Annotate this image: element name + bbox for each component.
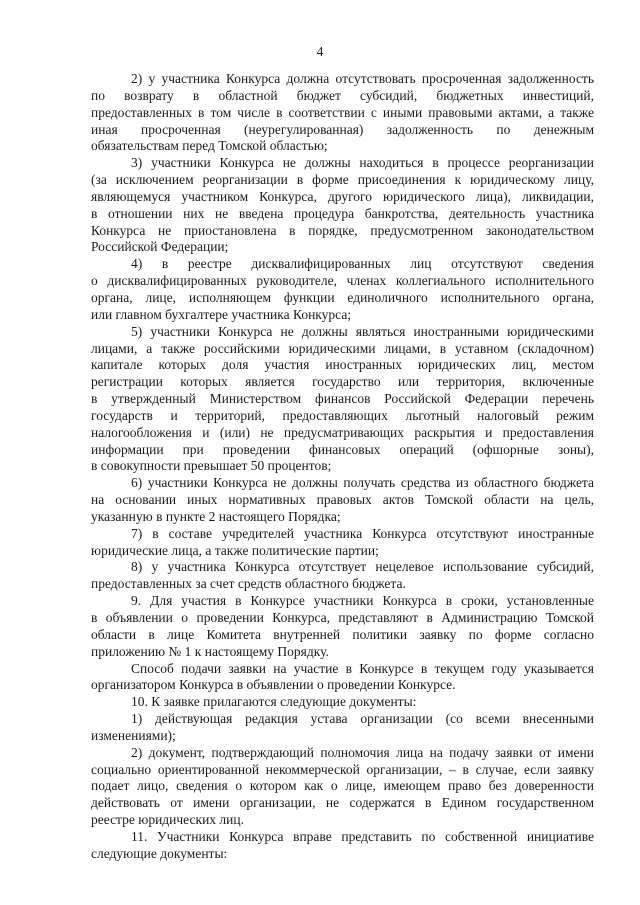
text-line: действовать от имени организации, не содержатся в Едином государственном <box>91 795 594 811</box>
text-line: 6) участники Конкурса не должны получать средства из областного бюджета <box>131 475 594 491</box>
text-line: регистрации которых является государство или территория, включенные <box>91 374 594 390</box>
text-line: или главном бухгалтере участника Конкурса; <box>91 306 352 322</box>
document-body <box>91 71 594 863</box>
text-line: 1) действующая редакция устава организации (со всеми внесенными <box>131 711 594 727</box>
text-line: капитале которых доля участия иностранных юридических лиц, местом <box>91 357 594 373</box>
paragraph-item-4 <box>91 256 594 323</box>
paragraph-item-2 <box>91 71 594 155</box>
text-line: социально ориентированной некоммерческой организации, – в случае, если заявку <box>91 761 594 777</box>
text-line: указанную в пункте 2 настоящего Порядка; <box>91 508 341 524</box>
text-line: в отношении них не введена процедура банкротства, деятельность участника <box>91 205 594 221</box>
page-number: 4 <box>316 44 324 59</box>
text-line: 2) документ, подтверждающий полномочия лица на подачу заявки от имени <box>131 744 594 760</box>
text-line: информации при проведении финансовых операций (офшорные зоны), <box>91 441 594 457</box>
text-line: подает лицо, сведения о котором как о лице, имеющем право без доверенности <box>91 778 594 794</box>
text-line: о дисквалифицированных руководителе, членах коллегиального исполнительного <box>91 273 594 289</box>
text-line: обязательствам перед Томской областью; <box>91 138 328 154</box>
text-line: в объявлении о проведении Конкурса, представляют в Администрацию Томской <box>91 610 594 625</box>
text-line: предоставленных за счет средств областного бюджета. <box>91 576 406 592</box>
text-line: приложению № 1 к настоящему Порядку. <box>91 643 329 659</box>
text-line: в утвержденный Министерством финансов Российской Федерации перечень <box>91 391 594 407</box>
text-line: 3) участники Конкурса не должны находиться в процессе реорганизации <box>131 155 594 171</box>
text-line: на основании иных нормативных правовых актов Томской области на цель, <box>91 492 594 508</box>
text-line: реестре юридических лиц. <box>91 812 244 828</box>
text-line: являющемуся участником Конкурса, другого юридического лица), ликвидации, <box>91 188 594 204</box>
text-line: области в лице Комитета внутренней политики заявку по форме согласно <box>91 626 594 642</box>
text-line: в совокупности превышает 50 процентов; <box>91 458 332 474</box>
paragraph-section-10 <box>91 694 594 711</box>
text-line: налогообложения и (или) не предусматривающих раскрытия и предоставления <box>91 424 594 440</box>
paragraph-item-3 <box>91 155 594 256</box>
text-line: (за исключением реорганизации в форме присоединения к юридическому лицу, <box>91 172 594 188</box>
text-line: организатором Конкурса в объявлении о проведении Конкурсе. <box>91 677 456 693</box>
text-line: 10. К заявке прилагаются следующие документы: <box>131 694 417 710</box>
text-line: Способ подачи заявки на участие в Конкурсе в текущем году указывается <box>131 660 594 676</box>
text-line: изменениями); <box>91 727 176 743</box>
text-line: 11. Участники Конкурса вправе представить по собственной инициативе <box>131 828 594 844</box>
text-line: предоставленных в том числе в соответствии с иными правовыми актами, а также <box>91 104 594 120</box>
text-line: 2) у участника Конкурса должна отсутствовать просроченная задолженность <box>131 71 594 86</box>
paragraph-item-10-2 <box>91 745 594 829</box>
text-line: 9. Для участия в Конкурсе участники Конкурса в сроки, установленные <box>131 593 594 609</box>
text-line: 8) у участника Конкурса отсутствует нецелевое использование субсидий, <box>131 559 594 575</box>
text-line: 4) в реестре дисквалифицированных лиц отсутствуют сведения <box>131 256 594 272</box>
text-line: юридические лица, а также политические партии; <box>91 542 379 558</box>
paragraph-item-10-1 <box>91 711 594 745</box>
paragraph-item-6 <box>91 475 594 526</box>
paragraph-item-5 <box>91 324 594 476</box>
paragraph-submission-method <box>91 661 594 695</box>
text-line: 5) участники Конкурса не должны являться иностранными юридическими <box>131 323 594 339</box>
text-line: органа, лице, исполняющем функции единоличного исполнительного органа, <box>91 289 594 305</box>
text-line: лицами, а также российскими юридическими лицами, в уставном (складочном) <box>91 340 594 356</box>
text-line: следующие документы: <box>91 845 228 861</box>
paragraph-section-9 <box>91 593 594 660</box>
text-line: Конкурса не приостановлена в порядке, предусмотренном законодательством <box>91 222 594 238</box>
text-line: Российской Федерации; <box>91 239 229 255</box>
text-line: 7) в составе учредителей участника Конкурса отсутствуют иностранные <box>131 525 594 541</box>
paragraph-item-8 <box>91 559 594 593</box>
text-line: по возврату в областной бюджет субсидий, бюджетных инвестиций, <box>91 87 594 103</box>
paragraph-section-11 <box>91 829 594 863</box>
paragraph-item-7 <box>91 526 594 560</box>
text-line: государств и территорий, предоставляющих льготный налоговый режим <box>91 407 594 423</box>
text-line: иная просроченная (неурегулированная) задолженность по денежным <box>91 121 594 137</box>
